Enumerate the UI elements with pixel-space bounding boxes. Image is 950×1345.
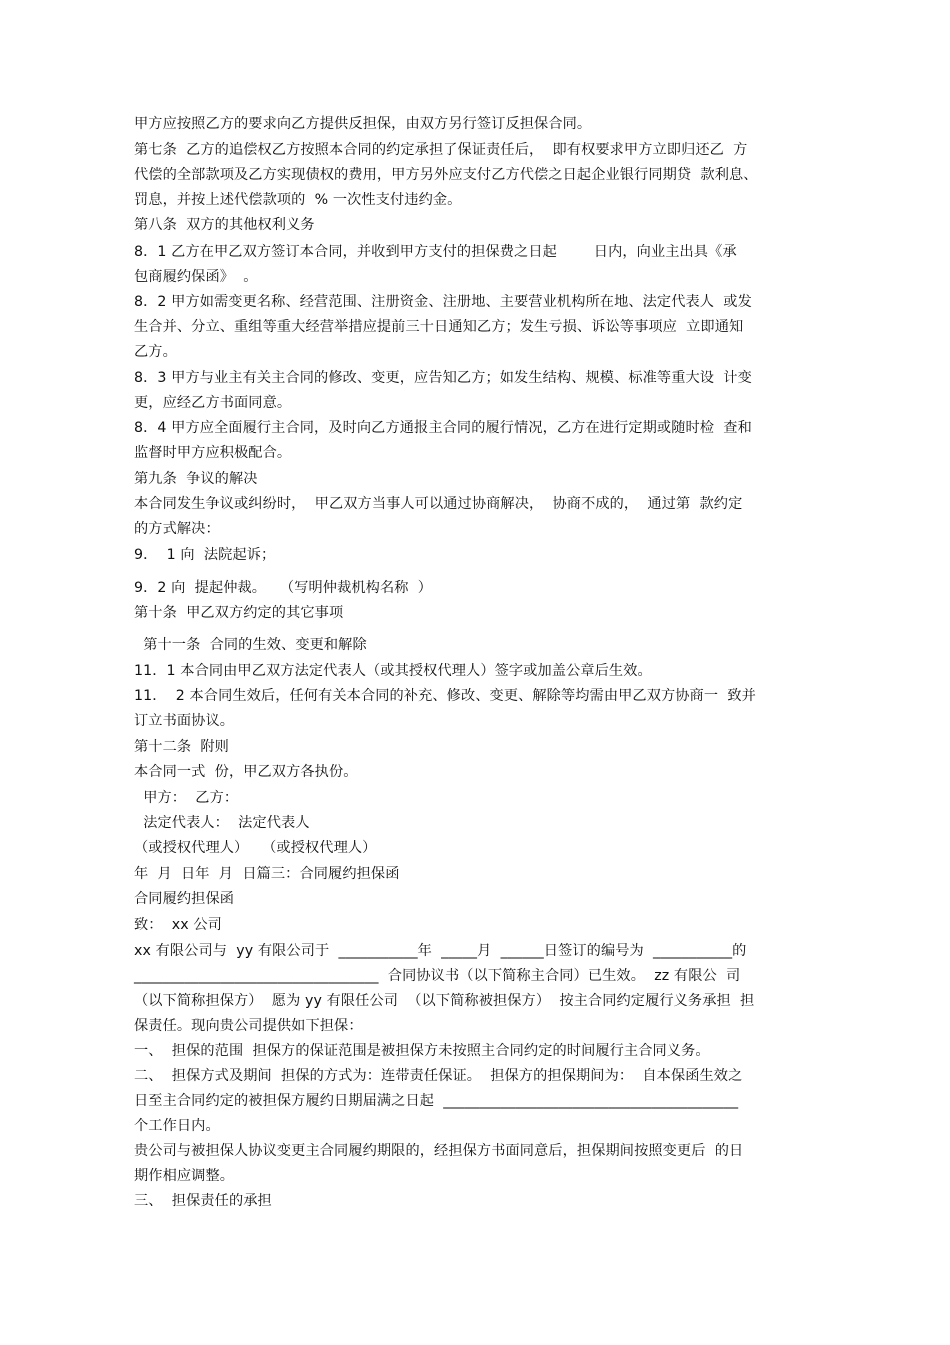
text-line: 本合同发生争议或纠纷时， 甲乙双方当事人可以通过协商解决， 协商不成的， 通过第 款约定 xyxy=(134,496,743,512)
addressee-line: 致： xx 公司 xyxy=(134,917,222,933)
guarantee-method-line: 二、 担保方式及期间 担保的方式为：连带责任保证。 担保方的担保期间为： 自本保函生效之 xyxy=(134,1068,743,1084)
guarantee-letter-title: 合同履约担保函 xyxy=(134,891,235,907)
signature-parties-line: 甲方： 乙方： xyxy=(134,790,239,806)
text-line: 乙方。 xyxy=(134,344,177,360)
text-line: 保责任。现向贵公司提供如下担保： xyxy=(134,1018,363,1034)
text-line: （以下简称担保方） 愿为 yy 有限任公司 （以下简称被担保方） 按主合同约定履行义务承担 担 xyxy=(134,993,755,1009)
article-12-heading: 第十二条 附则 xyxy=(134,739,229,755)
text-line: 的方式解决： xyxy=(134,521,220,537)
article-10-heading: 第十条 甲乙双方约定的其它事项 xyxy=(134,605,344,621)
article-11-heading: 第十一条 合同的生效、变更和解除 xyxy=(134,637,367,653)
article-7-heading-line: 第七条 乙方的追偿权乙方按照本合同的约定承担了保证责任后， 即有权要求甲方立即归还乙 方 xyxy=(134,142,748,158)
text-line: 订立书面协议。 xyxy=(134,713,235,729)
text-line: 包商履约保函》 。 xyxy=(134,269,258,285)
text-line: 本合同一式 份，甲乙双方各执份。 xyxy=(134,764,358,780)
date-line: 年 月 日年 月 日篇三：合同履约担保函 xyxy=(134,866,400,882)
guarantee-scope-line: 一、 担保的范围 担保方的保证范围是被担保方未按照主合同约定的时间履行主合同义务。 xyxy=(134,1043,710,1059)
text-line: 监督时甲方应积极配合。 xyxy=(134,445,292,461)
text-line: 生合并、分立、重组等重大经营举措应提前三十日通知乙方；发生亏损、诉讼等事项应 立即通知 xyxy=(134,319,744,335)
text-line: 贵公司与被担保人协议变更主合同履约期限的，经担保方书面同意后，担保期间按照变更后 的日 xyxy=(134,1143,744,1159)
clause-9-1-line: 9． 1 向 法院起诉； xyxy=(134,547,276,563)
clause-8-2-line: 8．2 甲方如需变更名称、经营范围、注册资金、注册地、主要营业机构所在地、法定代表人 或发 xyxy=(134,294,752,310)
clause-8-3-line: 8．3 甲方与业主有关主合同的修改、变更，应告知乙方；如发生结构、规模、标准等重大设 计变 xyxy=(134,370,752,386)
article-9-heading: 第九条 争议的解决 xyxy=(134,471,258,487)
guarantee-liability-heading: 三、 担保责任的承担 xyxy=(134,1193,272,1209)
signature-representative-line: 法定代表人： 法定代表人 xyxy=(134,815,310,831)
clause-11-1-line: 11．1 本合同由甲乙双方法定代表人（或其授权代理人）签字或加盖公章后生效。 xyxy=(134,663,652,679)
clause-8-4-line: 8．4 甲方应全面履行主合同，及时向乙方通报主合同的履行情况，乙方在进行定期或随时检 查和 xyxy=(134,420,752,436)
text-line: 甲方应按照乙方的要求向乙方提供反担保，由双方另行签订反担保合同。 xyxy=(134,116,592,132)
clause-11-2-line: 11． 2 本合同生效后，任何有关本合同的补充、修改、变更、解除等均需由甲乙双方协商一 致并 xyxy=(134,688,756,704)
clause-8-1-line: 8．1 乙方在甲乙双方签订本合同，并收到甲方支付的担保费之日起 日内，向业主出具《承 xyxy=(134,244,737,260)
text-line: 期作相应调整。 xyxy=(134,1168,235,1184)
text-line: 代偿的全部款项及乙方实现债权的费用，甲方另外应支付乙方代偿之日起企业银行同期贷 款利息、 xyxy=(134,167,758,183)
text-line: 更，应经乙方书面同意。 xyxy=(134,395,292,411)
text-line: 罚息，并按上述代偿款项的 % 一次性支付违约金。 xyxy=(134,192,462,208)
signature-agent-line: （或授权代理人） （或授权代理人） xyxy=(134,840,377,856)
text-line: __________________________________ 合同协议书（以下简称主合同）已生效。 zz 有限公 司 xyxy=(134,968,741,984)
clause-9-2-line: 9．2 向 提起仲裁。 （写明仲裁机构名称 ） xyxy=(134,580,433,596)
text-line: 日至主合同约定的被担保方履约日期届满之日起 _________________________________________ xyxy=(134,1093,739,1109)
text-line: xx 有限公司与 yy 有限公司于 ___________年 _____月 ______日签订的编号为 ___________的 xyxy=(134,943,747,959)
article-8-heading: 第八条 双方的其他权利义务 xyxy=(134,217,315,233)
text-line: 个工作日内。 xyxy=(134,1118,220,1134)
